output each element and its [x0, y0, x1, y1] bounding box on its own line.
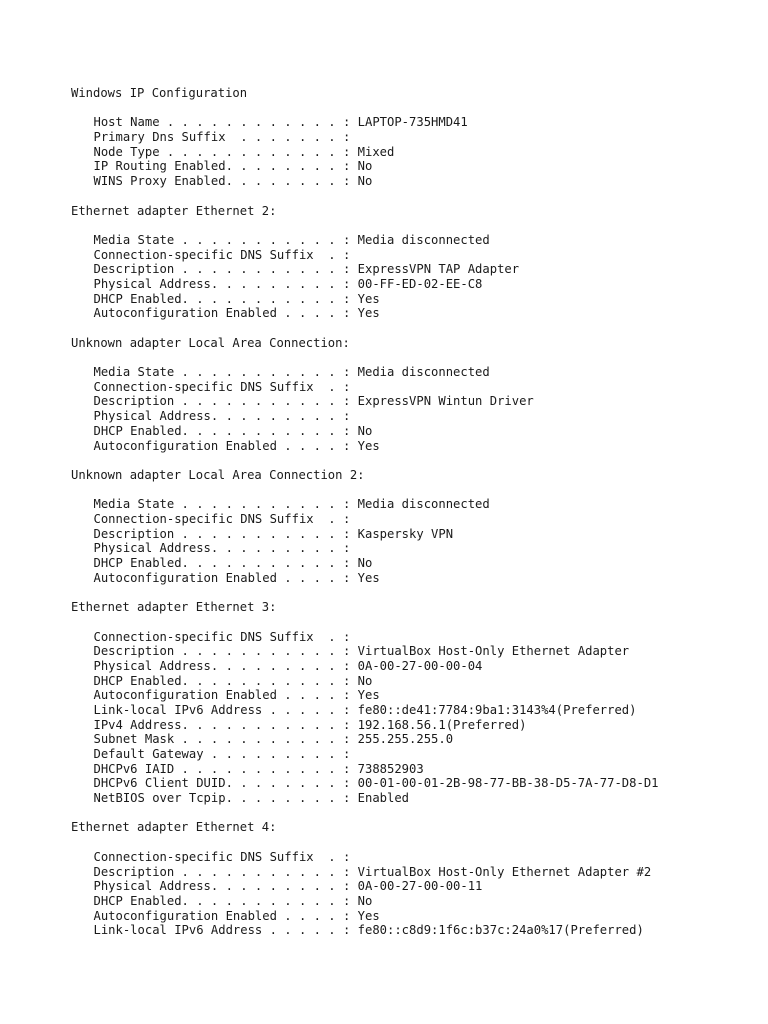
config-label: DHCPv6 IAID . . . . . . . . . . . :: [93, 761, 358, 776]
config-row: [71, 894, 659, 909]
config-value: No: [357, 174, 373, 189]
config-row: [71, 527, 659, 542]
adapter-section: [71, 204, 659, 322]
config-row: [71, 791, 659, 806]
config-value: ExpressVPN Wintun Driver: [357, 394, 534, 409]
config-label: Host Name . . . . . . . . . . . . :: [93, 115, 358, 130]
config-row: [71, 630, 659, 645]
config-label: Default Gateway . . . . . . . . . :: [93, 747, 358, 762]
config-label: DHCP Enabled. . . . . . . . . . . :: [93, 423, 358, 438]
config-row: [71, 159, 659, 174]
config-value: fe80::c8d9:1f6c:b37c:24a0%17(Preferred): [357, 923, 644, 938]
config-value: LAPTOP-735HMD41: [357, 115, 468, 130]
config-label: Autoconfiguration Enabled . . . . :: [93, 438, 358, 453]
config-row: [71, 306, 659, 321]
config-value: VirtualBox Host-Only Ethernet Adapter: [357, 644, 630, 659]
config-value: Media disconnected: [357, 232, 490, 247]
config-label: Subnet Mask . . . . . . . . . . . :: [93, 732, 358, 747]
config-label: DHCP Enabled. . . . . . . . . . . :: [93, 893, 358, 908]
config-row: [71, 115, 659, 130]
config-value: 192.168.56.1(Preferred): [357, 717, 527, 732]
config-row: [71, 365, 659, 380]
config-row: [71, 233, 659, 248]
config-value: fe80::de41:7784:9ba1:3143%4(Preferred): [357, 702, 637, 717]
config-value: ExpressVPN TAP Adapter: [357, 262, 520, 277]
config-value: No: [357, 159, 373, 174]
config-label: Physical Address. . . . . . . . . :: [93, 541, 358, 556]
config-value: 255.255.255.0: [357, 732, 454, 747]
config-label: DHCP Enabled. . . . . . . . . . . :: [93, 556, 358, 571]
config-label: Media State . . . . . . . . . . . :: [93, 497, 358, 512]
section-title: Unknown adapter Local Area Connection 2:: [71, 467, 365, 482]
config-row: [71, 424, 659, 439]
config-row: [71, 571, 659, 586]
config-row: [71, 865, 659, 880]
config-row: [71, 556, 659, 571]
config-label: IP Routing Enabled. . . . . . . . :: [93, 159, 358, 174]
config-value: Enabled: [357, 791, 410, 806]
section-title: Ethernet adapter Ethernet 4:: [71, 820, 277, 835]
config-label: WINS Proxy Enabled. . . . . . . . :: [93, 174, 358, 189]
config-value: No: [357, 556, 373, 571]
config-label: Autoconfiguration Enabled . . . . :: [93, 908, 358, 923]
config-value: Kaspersky VPN: [357, 526, 454, 541]
config-label: DHCP Enabled. . . . . . . . . . . :: [93, 673, 358, 688]
config-label: Description . . . . . . . . . . . :: [93, 262, 358, 277]
config-label: Description . . . . . . . . . . . :: [93, 394, 358, 409]
config-label: Physical Address. . . . . . . . . :: [93, 658, 358, 673]
config-label: IPv4 Address. . . . . . . . . . . :: [93, 717, 358, 732]
config-value: Media disconnected: [357, 497, 490, 512]
config-label: Description . . . . . . . . . . . :: [93, 526, 358, 541]
config-label: Description . . . . . . . . . . . :: [93, 644, 358, 659]
config-row: [71, 850, 659, 865]
config-row: [71, 439, 659, 454]
config-label: Link-local IPv6 Address . . . . . :: [93, 923, 358, 938]
config-row: [71, 541, 659, 556]
config-value: Yes: [357, 438, 380, 453]
config-label: Autoconfiguration Enabled . . . . :: [93, 688, 358, 703]
config-label: Autoconfiguration Enabled . . . . :: [93, 570, 358, 585]
config-value: 00-FF-ED-02-EE-C8: [357, 276, 483, 291]
config-row: [71, 762, 659, 777]
config-row: [71, 409, 659, 424]
config-value: Yes: [357, 306, 380, 321]
config-value: 738852903: [357, 761, 424, 776]
adapter-section: [71, 600, 659, 806]
config-row: [71, 659, 659, 674]
config-label: Primary Dns Suffix . . . . . . . :: [93, 130, 358, 145]
config-label: Physical Address. . . . . . . . . :: [93, 276, 358, 291]
config-row: [71, 732, 659, 747]
config-row: [71, 292, 659, 307]
config-row: [71, 644, 659, 659]
config-row: [71, 497, 659, 512]
config-row: [71, 923, 659, 938]
config-row: [71, 248, 659, 263]
config-row: [71, 512, 659, 527]
config-label: Link-local IPv6 Address . . . . . :: [93, 702, 358, 717]
section-title: Unknown adapter Local Area Connection:: [71, 335, 350, 350]
config-row: [71, 174, 659, 189]
config-value: 00-01-00-01-2B-98-77-BB-38-D5-7A-77-D8-D1: [357, 776, 659, 791]
config-row: [71, 380, 659, 395]
config-value: No: [357, 893, 373, 908]
config-row: [71, 688, 659, 703]
config-label: Connection-specific DNS Suffix . :: [93, 629, 358, 644]
config-row: [71, 747, 659, 762]
config-row: [71, 879, 659, 894]
config-label: Physical Address. . . . . . . . . :: [93, 879, 358, 894]
section-title: Ethernet adapter Ethernet 2:: [71, 203, 277, 218]
config-label: Media State . . . . . . . . . . . :: [93, 365, 358, 380]
config-row: [71, 776, 659, 791]
config-value: Mixed: [357, 144, 395, 159]
config-label: Description . . . . . . . . . . . :: [93, 864, 358, 879]
ipconfig-output: [71, 86, 659, 953]
config-label: Autoconfiguration Enabled . . . . :: [93, 306, 358, 321]
config-label: Connection-specific DNS Suffix . :: [93, 247, 358, 262]
section-title: Ethernet adapter Ethernet 3:: [71, 600, 277, 615]
config-label: Connection-specific DNS Suffix . :: [93, 849, 358, 864]
adapter-section: [71, 468, 659, 586]
adapter-section: [71, 820, 659, 938]
config-label: Physical Address. . . . . . . . . :: [93, 409, 358, 424]
config-value: No: [357, 423, 373, 438]
config-label: NetBIOS over Tcpip. . . . . . . . :: [93, 791, 358, 806]
config-label: DHCPv6 Client DUID. . . . . . . . :: [93, 776, 358, 791]
config-row: [71, 277, 659, 292]
config-row: [71, 703, 659, 718]
config-row: [71, 394, 659, 409]
config-row: [71, 718, 659, 733]
config-value: 0A-00-27-00-00-04: [357, 658, 483, 673]
config-value: 0A-00-27-00-00-11: [357, 879, 483, 894]
config-value: Media disconnected: [357, 365, 490, 380]
config-row: [71, 262, 659, 277]
config-row: [71, 674, 659, 689]
config-value: Yes: [357, 908, 380, 923]
config-row: [71, 130, 659, 145]
adapter-section: [71, 336, 659, 454]
config-label: Connection-specific DNS Suffix . :: [93, 379, 358, 394]
config-row: [71, 909, 659, 924]
config-value: Yes: [357, 291, 380, 306]
config-value: VirtualBox Host-Only Ethernet Adapter #2: [357, 864, 652, 879]
section-title: Windows IP Configuration: [71, 86, 248, 100]
config-value: Yes: [357, 688, 380, 703]
config-value: Yes: [357, 570, 380, 585]
adapter-section: [71, 86, 659, 189]
config-label: Connection-specific DNS Suffix . :: [93, 512, 358, 526]
config-value: No: [357, 673, 373, 688]
config-row: [71, 145, 659, 160]
config-label: DHCP Enabled. . . . . . . . . . . :: [93, 291, 358, 306]
config-label: Node Type . . . . . . . . . . . . :: [93, 144, 358, 159]
config-label: Media State . . . . . . . . . . . :: [93, 232, 358, 247]
